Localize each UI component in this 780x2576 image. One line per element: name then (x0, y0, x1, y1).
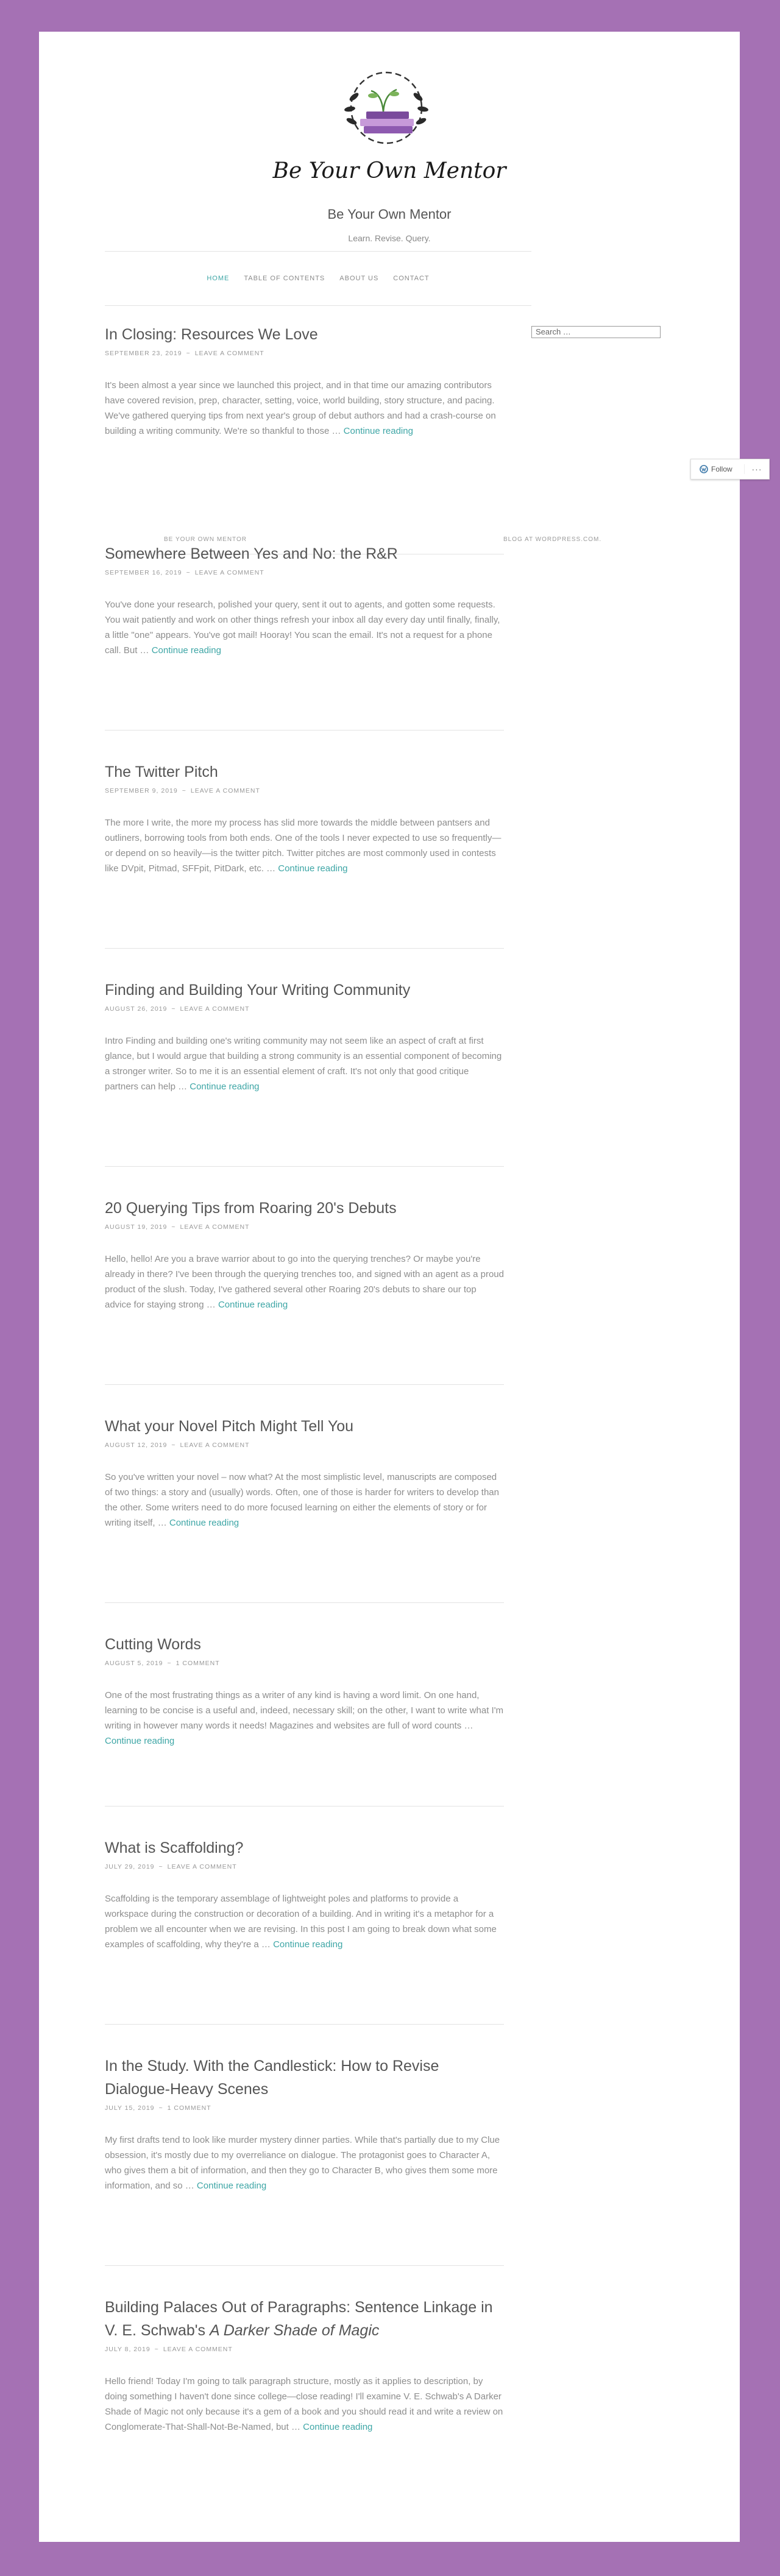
post-divider (105, 1384, 504, 1385)
svg-text:Be Your Own Mentor: Be Your Own Mentor (272, 158, 506, 183)
post-date[interactable]: SEPTEMBER 9, 2019 (105, 787, 178, 794)
post-excerpt (105, 1891, 504, 1952)
post-entry (105, 978, 504, 1094)
continue-reading-link[interactable]: Continue reading (218, 1300, 288, 1310)
excerpt-text: You've done your research, polished your query, sent it out to agents, and gotten some requests. You wait patiently and work on other things refresh your inbox all day every day until finally, finally, a little "one" appears. You've got mail! Hooray! You scan the email. It's not a request for a phone call. But … (105, 600, 500, 656)
page-card (39, 32, 740, 2542)
post-title[interactable]: Finding and Building Your Writing Community (105, 982, 411, 999)
post-divider (105, 2265, 504, 2266)
post-title[interactable]: 20 Querying Tips from Roaring 20's Debuts (105, 1200, 397, 1217)
nav-contact[interactable]: CONTACT (393, 275, 430, 282)
post-meta: JULY 29, 2019 ~ LEAVE A COMMENT (105, 1863, 237, 1870)
excerpt-text: It's been almost a year since we launched this project, and in that time our amazing contributors have covered revision, prep, character, setting, voice, world building, story structure, and pacing. We've gathered querying tips from next year's group of debut authors and had a crash-course on building a writing community. We're so thankful to those … (105, 380, 496, 436)
post-entry (105, 2296, 504, 2435)
follow-label: Follow (711, 465, 732, 473)
post-meta: JULY 8, 2019 ~ LEAVE A COMMENT (105, 2346, 233, 2353)
continue-reading-link[interactable]: Continue reading (169, 1518, 239, 1528)
post-date[interactable]: JULY 8, 2019 (105, 2346, 151, 2353)
nav-about-us[interactable]: ABOUT US (339, 275, 379, 282)
post-title[interactable]: The Twitter Pitch (105, 763, 218, 780)
post-divider (105, 948, 504, 949)
post-title[interactable]: What your Novel Pitch Might Tell You (105, 1418, 354, 1435)
post-meta: AUGUST 26, 2019 ~ LEAVE A COMMENT (105, 1005, 250, 1013)
post-entry (105, 2054, 504, 2193)
post-excerpt (105, 378, 504, 439)
post-comments-link[interactable]: LEAVE A COMMENT (180, 1442, 250, 1449)
post-entry (105, 1197, 504, 1312)
footer-site-credit[interactable]: BE YOUR OWN MENTOR (164, 536, 247, 543)
post-meta: SEPTEMBER 16, 2019 ~ LEAVE A COMMENT (105, 569, 264, 576)
follow-widget (690, 459, 770, 479)
post-excerpt (105, 815, 504, 876)
continue-reading-link[interactable]: Continue reading (105, 1736, 175, 1746)
post-date[interactable]: AUGUST 5, 2019 (105, 1660, 163, 1667)
post-comments-link[interactable]: LEAVE A COMMENT (190, 787, 260, 794)
post-date[interactable]: AUGUST 26, 2019 (105, 1005, 168, 1013)
post-comments-link[interactable]: 1 COMMENT (167, 2104, 211, 2112)
post-entry (105, 323, 504, 439)
post-entry (105, 1836, 504, 1952)
excerpt-text: My first drafts tend to look like murder mystery dinner parties. While that's partially due to my Clue obsession, it's mostly due to my overreliance on dialogue. The protagonist goes to Character A, who gives them a bit of information, and then they go to Character B, who gives them some more information, and so … (105, 2135, 500, 2191)
continue-reading-link[interactable]: Continue reading (278, 863, 348, 874)
post-entry (105, 760, 504, 876)
post-entry (105, 542, 504, 658)
post-meta: SEPTEMBER 23, 2019 ~ LEAVE A COMMENT (105, 350, 264, 357)
post-comments-link[interactable]: LEAVE A COMMENT (194, 569, 264, 576)
post-date[interactable]: AUGUST 19, 2019 (105, 1223, 168, 1231)
site-header (39, 65, 740, 243)
post-title[interactable]: In Closing: Resources We Love (105, 326, 318, 343)
site-logo[interactable] (272, 65, 506, 193)
post-entry (105, 1633, 504, 1749)
continue-reading-link[interactable]: Continue reading (273, 1939, 343, 1950)
post-comments-link[interactable]: LEAVE A COMMENT (194, 350, 264, 357)
post-title[interactable] (105, 2296, 504, 2342)
more-options-icon[interactable]: ··· (744, 464, 769, 474)
site-title[interactable]: Be Your Own Mentor (327, 207, 452, 222)
post-comments-link[interactable]: LEAVE A COMMENT (180, 1223, 250, 1231)
post-meta: AUGUST 19, 2019 ~ LEAVE A COMMENT (105, 1223, 250, 1231)
main-navigation (105, 251, 531, 306)
excerpt-text: The more I write, the more my process has slid more towards the middle between pantsers and outliners, borrowing tools from both ends. One of the tools I never expected to use so frequently—or depend on so heavily—is the twitter pitch. Twitter pitches are most commonly used in contests like DVpit, Pitmad, SFFpit, PitDark, etc. … (105, 818, 502, 874)
post-title[interactable]: Cutting Words (105, 1636, 201, 1653)
post-title[interactable]: In the Study. With the Candlestick: How to Revise Dialogue-Heavy Scenes (105, 2058, 439, 2098)
post-date[interactable]: SEPTEMBER 16, 2019 (105, 569, 182, 576)
post-comments-link[interactable]: LEAVE A COMMENT (163, 2346, 233, 2353)
post-date[interactable]: JULY 15, 2019 (105, 2104, 155, 2112)
post-comments-link[interactable]: LEAVE A COMMENT (167, 1863, 237, 1870)
post-date[interactable]: JULY 29, 2019 (105, 1863, 155, 1870)
excerpt-text: So you've written your novel – now what? At the most simplistic level, manuscripts are composed of two things: a story and (usually) words. Often, one of those is harder for writers to develop than the other. Some writers need to do more focused learning on either the elements of story or for writing itself, … (105, 1472, 499, 1528)
continue-reading-link[interactable]: Continue reading (151, 645, 221, 656)
continue-reading-link[interactable]: Continue reading (196, 2181, 267, 2191)
post-date[interactable]: AUGUST 12, 2019 (105, 1442, 168, 1449)
wordpress-icon (700, 465, 708, 473)
follow-button[interactable] (691, 465, 744, 473)
excerpt-text: Hello friend! Today I'm going to talk paragraph structure, mostly as it applies to description, by doing something I haven't done since college—close reading! I'll examine V. E. Schwab's A Darker Shade of Magic not only because it's a gem of a book and you should read it and write a review on Conglomerate-That-Shall-Not-Be-Named, but … (105, 2376, 503, 2432)
post-date[interactable]: SEPTEMBER 23, 2019 (105, 350, 182, 357)
post-excerpt (105, 597, 504, 658)
post-comments-link[interactable]: 1 COMMENT (176, 1660, 220, 1667)
post-meta: JULY 15, 2019 ~ 1 COMMENT (105, 2104, 211, 2112)
post-comments-link[interactable]: LEAVE A COMMENT (180, 1005, 250, 1013)
post-divider (105, 730, 504, 731)
post-meta: AUGUST 5, 2019 ~ 1 COMMENT (105, 1660, 220, 1667)
post-meta: AUGUST 12, 2019 ~ LEAVE A COMMENT (105, 1442, 250, 1449)
post-title-text[interactable]: Building Palaces Out of Paragraphs: Sentence Linkage in V. E. Schwab's (105, 2299, 493, 2339)
site-tagline: Learn. Revise. Query. (348, 233, 431, 243)
post-title[interactable]: Somewhere Between Yes and No: the R&R (105, 545, 398, 562)
continue-reading-link[interactable]: Continue reading (303, 2422, 373, 2432)
post-excerpt (105, 2374, 504, 2435)
post-divider (105, 1166, 504, 1167)
post-excerpt (105, 1688, 504, 1749)
post-title-book[interactable]: A Darker Shade of Magic (210, 2322, 380, 2339)
post-meta: SEPTEMBER 9, 2019 ~ LEAVE A COMMENT (105, 787, 260, 794)
post-excerpt (105, 1251, 504, 1312)
post-excerpt (105, 1033, 504, 1094)
post-entry (105, 1415, 504, 1530)
continue-reading-link[interactable]: Continue reading (190, 1081, 260, 1092)
post-title[interactable]: What is Scaffolding? (105, 1839, 244, 1856)
footer-wordpress-credit[interactable]: BLOG AT WORDPRESS.COM. (503, 536, 602, 543)
excerpt-text: Hello, hello! Are you a brave warrior about to go into the querying trenches? Or maybe you're already in there? I've been through the querying trenches too, and signed with an agent as a proud product of the slush. Today, I've gathered several other Roaring 20's debuts to share our top advice for staying strong … (105, 1254, 504, 1310)
search-input[interactable]: Search … (531, 326, 661, 338)
post-excerpt (105, 1470, 504, 1530)
continue-reading-link[interactable]: Continue reading (343, 426, 413, 436)
post-divider (105, 1602, 504, 1603)
nav-table-of-contents[interactable]: TABLE OF CONTENTS (244, 275, 325, 282)
excerpt-text: Scaffolding is the temporary assemblage of lightweight poles and platforms to provide a workspace during the construction or decoration of a building. And in writing it's a metaphor for a problem we all encounter when we are revising. In this post I am going to break down what some examples of scaffolding, why they're a … (105, 1894, 497, 1950)
excerpt-text: Intro Finding and building one's writing community may not seem like an aspect of craft at first glance, but I would argue that building a strong community is an essential component of becoming a stronger writer. So to me it is an essential element of craft. It's not only that good critique partners can help … (105, 1036, 502, 1092)
post-excerpt (105, 2132, 504, 2193)
excerpt-text: One of the most frustrating things as a writer of any kind is having a word limit. On one hand, learning to be concise is a useful and, indeed, necessary skill; on the other, I want to write what I'm writing in however many words it needs! Magazines and websites are full of word counts … (105, 1690, 504, 1731)
nav-home[interactable]: HOME (207, 275, 230, 282)
post-divider (105, 2024, 504, 2025)
